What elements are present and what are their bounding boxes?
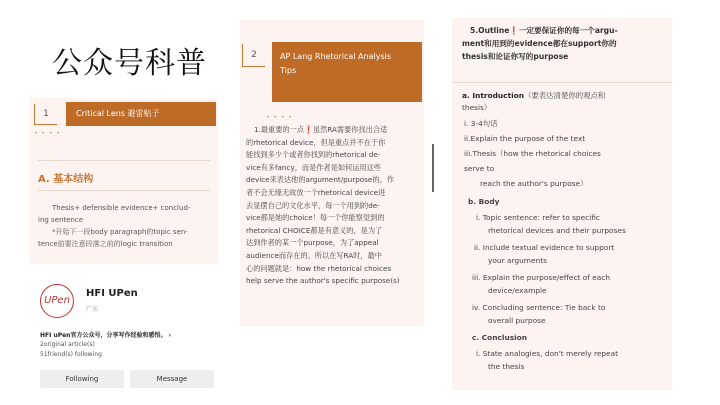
friend-count: 51friend(s) following — [40, 351, 102, 358]
intro-heading — [462, 90, 605, 101]
account-description[interactable]: HFI uPen官方公众号，分享写作经验和感悟。 › — [40, 332, 172, 339]
decorative-dots: • • • • — [266, 114, 293, 121]
body-line: device来表达他的argument/purpose的。作 — [246, 175, 394, 185]
body-line: *开始下一段body paragraph的topic sen- — [52, 228, 188, 236]
section-number: 2 — [242, 44, 265, 67]
intro-item: i. 3-4句话 — [464, 119, 498, 128]
body-line: 能找到多少个或者你找到的rhetorical de- — [246, 150, 381, 160]
body-item: device/example — [488, 286, 547, 295]
body-line: ing sentence — [38, 216, 84, 224]
title-line: Tips — [280, 66, 297, 75]
body-line: help serve the author's specific purpose(s) — [246, 276, 400, 286]
critical-lens-card — [30, 98, 218, 264]
title-line: AP Lang Rhetorical Analysis — [280, 52, 392, 61]
conclusion-heading: c. Conclusion — [472, 333, 527, 342]
header-line: 5.Outline❗一定要保证你的每一个argu- — [470, 26, 618, 35]
outline-header — [462, 24, 664, 63]
section-heading: A. 基本结构 — [38, 174, 94, 185]
body-line: vice有多fancy，而是作者是如何运用这些 — [246, 162, 381, 172]
body-line: 心的问题就是：how the rhetorical choices — [246, 263, 392, 273]
body-line: 的rhetorical device，但是重点并不在于你 — [246, 137, 386, 147]
header-line: ment和用到的evidence都在support你的 — [462, 39, 617, 48]
body-item: iv. Concluding sentence: Tie back to — [472, 303, 606, 312]
body-line: 者不会无缘无故放一个rhetorical device进 — [246, 187, 386, 197]
body-line: audience而存在的。所以在写RA时，最中 — [246, 250, 382, 260]
body-item: your arguments — [488, 256, 547, 265]
rhetorical-tips-card — [240, 20, 424, 326]
header-line: thesis和论证你写的purpose — [462, 52, 569, 61]
divider-line — [38, 160, 210, 161]
intro-note: （要表达清楚你的观点和 — [523, 91, 606, 100]
body-line: vice都是她的choice！每一个你能察觉到的 — [246, 213, 385, 223]
intro-label: a. Introduction — [462, 91, 524, 100]
card-body — [246, 124, 418, 288]
body-item: overall purpose — [488, 316, 546, 325]
intro-item: ii.Explain the purpose of the text — [464, 134, 586, 143]
article-count: 2original article(s) — [40, 341, 95, 348]
conclusion-item: the thesis — [488, 362, 525, 371]
conclusion-item: i. State analogies, don't merely repeat — [476, 349, 619, 358]
account-location: 广东 — [86, 306, 99, 313]
body-line: 去显摆自己的文化水平，每一个用到的de- — [246, 200, 380, 210]
card-body — [38, 202, 212, 250]
account-logo: UPen — [40, 284, 74, 318]
page-title: 公众号科普 — [52, 46, 207, 81]
body-item: i. Topic sentence: refer to specific — [476, 213, 601, 222]
body-item: iii. Explain the purpose/effect of each — [472, 273, 611, 282]
intro-item: reach the author's purpose） — [480, 179, 588, 188]
body-line: tence前要注意段落之前的logic transition — [38, 240, 173, 248]
following-button[interactable]: Following — [40, 370, 124, 388]
divider-line — [452, 82, 672, 83]
section-number: 1 — [34, 104, 57, 125]
divider-line — [38, 190, 210, 191]
body-item: rhetorical devices and their purposes — [488, 226, 626, 235]
intro-note-cont: thesis） — [462, 103, 492, 112]
outline-card — [452, 18, 672, 390]
body-line: Thesis+ defensible evidence+ conclud- — [52, 204, 191, 212]
body-line: 1.最重要的一点❗虽然RA需要你找出合适 — [254, 125, 388, 134]
section-title-bar: Critical Lens 避雷贴子 — [66, 102, 216, 126]
intro-item: serve to — [464, 164, 495, 173]
account-name: HFI UPen — [86, 288, 138, 299]
body-line: 达到作者的某一个purpose，为了appeal — [246, 238, 379, 248]
decorative-dots: • • • • — [34, 130, 61, 137]
vertical-divider — [432, 144, 434, 192]
account-profile — [30, 280, 220, 394]
intro-item: iii.Thesis（how the rhetorical choices — [464, 149, 601, 158]
body-line: rhetorical CHOICE都是有意义的，是为了 — [246, 225, 383, 235]
section-title-bar — [272, 42, 422, 102]
body-item: ii. Include textual evidence to support — [474, 243, 615, 252]
body-heading: b. Body — [468, 197, 500, 206]
message-button[interactable]: Message — [130, 370, 214, 388]
